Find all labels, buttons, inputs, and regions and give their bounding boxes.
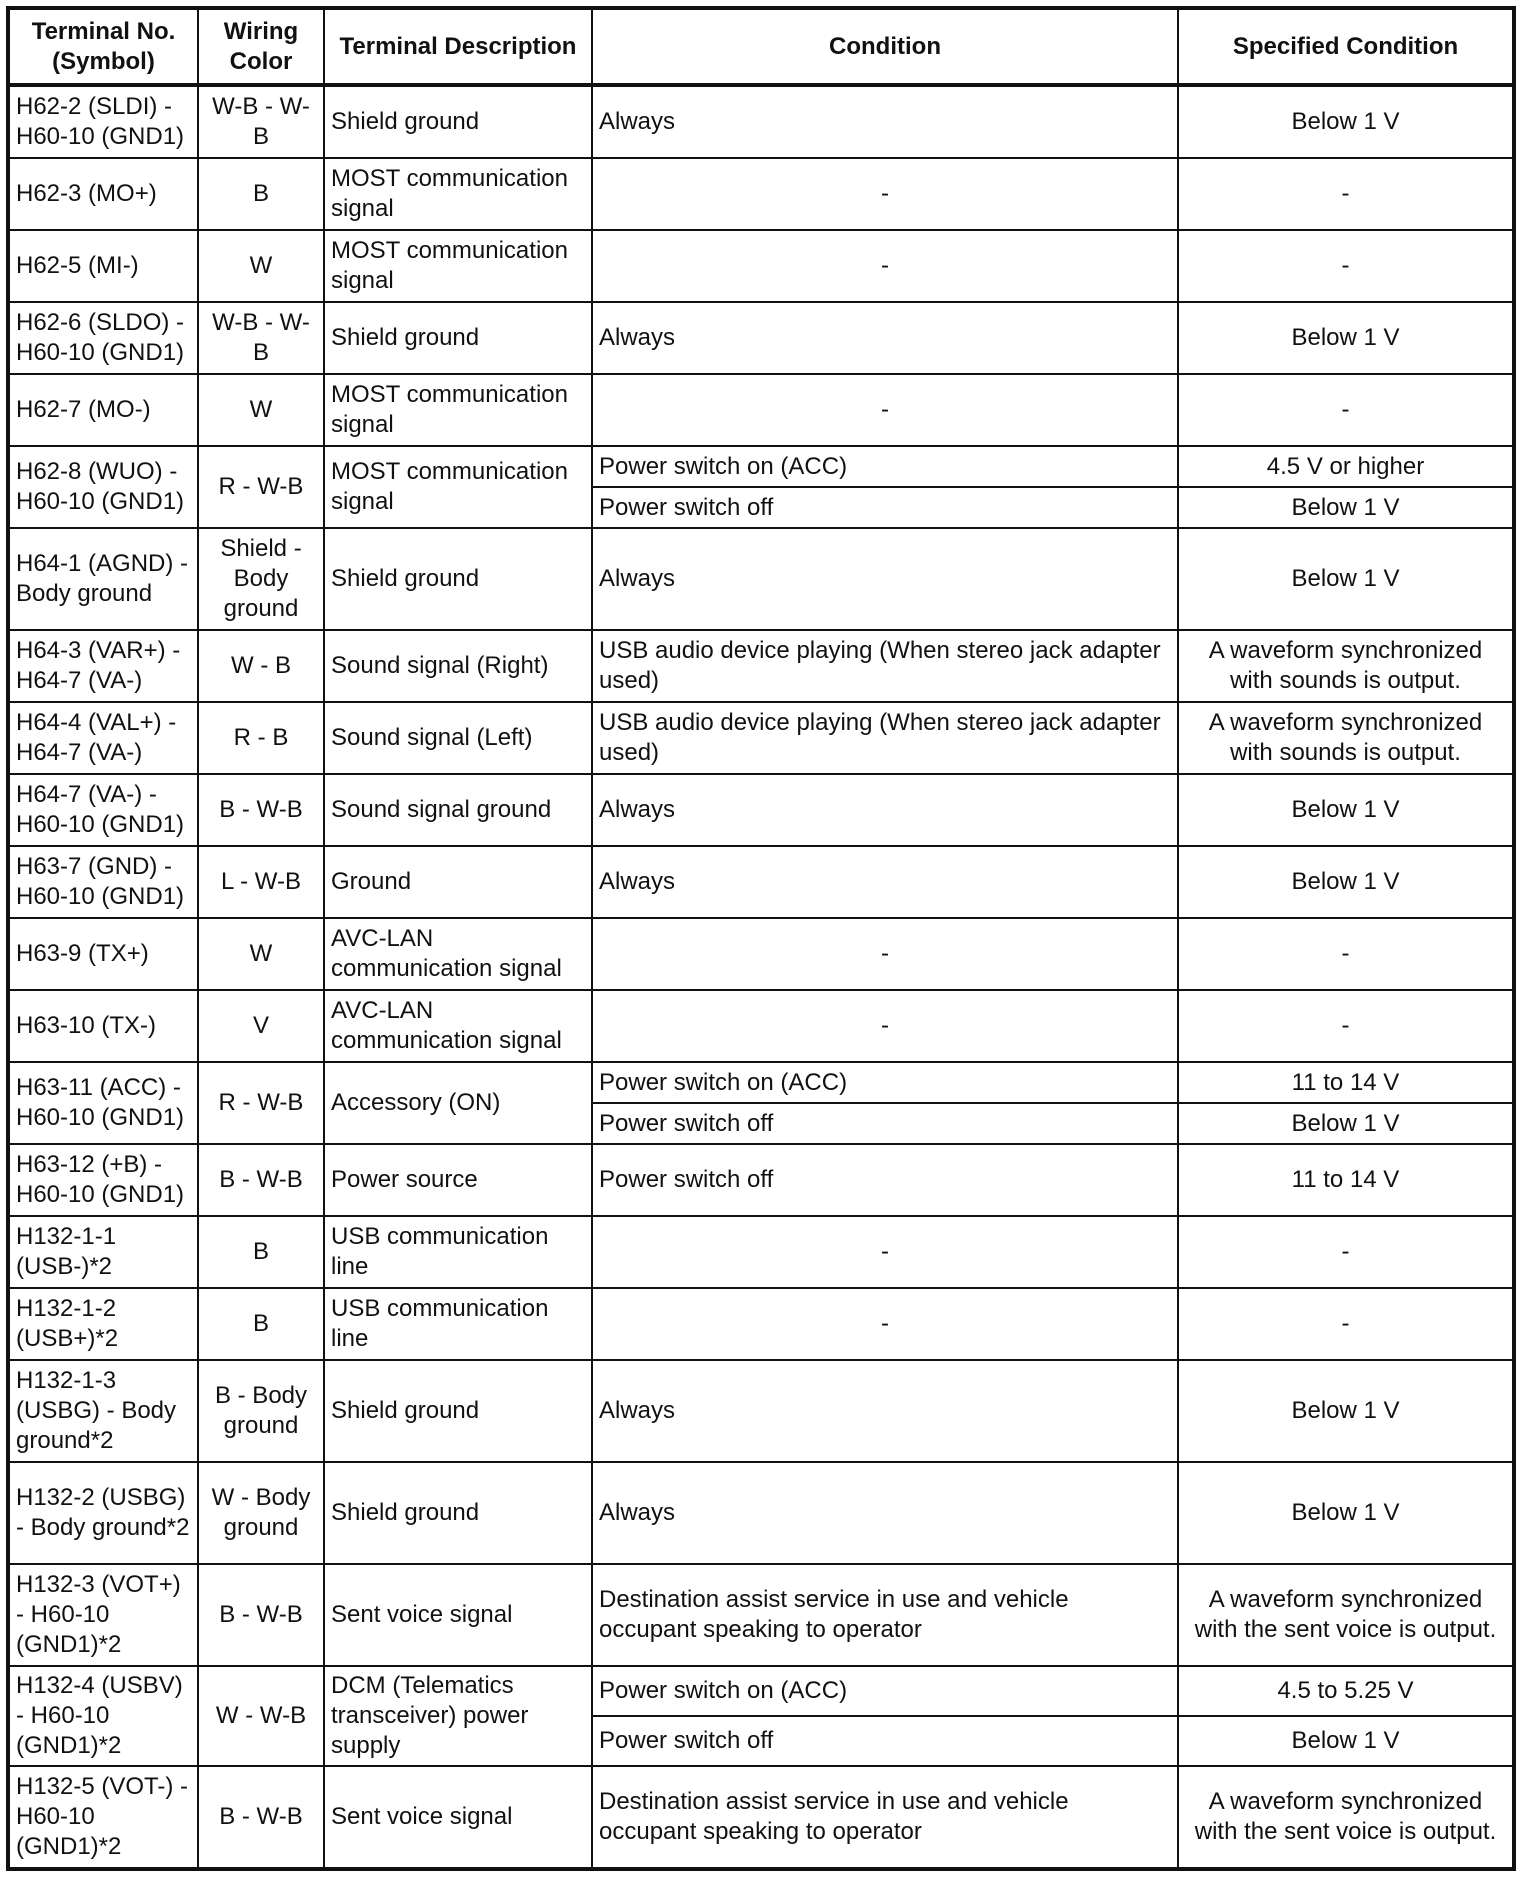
terminal-cell: H132-2 (USBG) - Body ground*2: [8, 1462, 198, 1564]
condition-cell: Power switch on (ACC): [592, 1666, 1178, 1716]
header-wiring-color: Wiring Color: [198, 8, 324, 85]
specified-condition-cell: 11 to 14 V: [1178, 1144, 1514, 1216]
specified-condition-cell: -: [1178, 158, 1514, 230]
description-cell: Ground: [324, 846, 592, 918]
description-cell: Shield ground: [324, 528, 592, 630]
wiring-color-cell: R - W-B: [198, 1062, 324, 1144]
specified-condition-cell: -: [1178, 990, 1514, 1062]
table-row: [8, 990, 1514, 1062]
specified-condition-cell: -: [1178, 374, 1514, 446]
wiring-color-cell: B: [198, 158, 324, 230]
wiring-color-cell: B - W-B: [198, 774, 324, 846]
wiring-color-cell: R - B: [198, 702, 324, 774]
specified-condition-cell: Below 1 V: [1178, 85, 1514, 158]
condition-cell: USB audio device playing (When stereo jack adapter used): [592, 702, 1178, 774]
specified-condition-cell: A waveform synchronized with sounds is output.: [1178, 702, 1514, 774]
specified-condition-cell: -: [1178, 1288, 1514, 1360]
condition-cell: -: [592, 1288, 1178, 1360]
description-cell: Shield ground: [324, 1360, 592, 1462]
description-cell: Shield ground: [324, 1462, 592, 1564]
wiring-color-cell: B - W-B: [198, 1766, 324, 1869]
wiring-color-cell: W-B - W-B: [198, 302, 324, 374]
description-cell: MOST communication signal: [324, 374, 592, 446]
terminal-cell: H64-4 (VAL+) - H64-7 (VA-): [8, 702, 198, 774]
condition-cell: -: [592, 158, 1178, 230]
condition-cell: Always: [592, 1462, 1178, 1564]
terminal-cell: H62-3 (MO+): [8, 158, 198, 230]
wiring-color-cell: W: [198, 374, 324, 446]
condition-cell: Always: [592, 774, 1178, 846]
condition-cell: -: [592, 918, 1178, 990]
table-row: [8, 1666, 1514, 1716]
condition-cell: Always: [592, 528, 1178, 630]
terminal-cell: H132-3 (VOT+) - H60-10 (GND1)*2: [8, 1564, 198, 1666]
terminal-cell: H64-1 (AGND) - Body ground: [8, 528, 198, 630]
specified-condition-cell: A waveform synchronized with sounds is output.: [1178, 630, 1514, 702]
condition-cell: Power switch off: [592, 1144, 1178, 1216]
terminal-cell: H132-1-1 (USB-)*2: [8, 1216, 198, 1288]
terminal-cell: H63-11 (ACC) - H60-10 (GND1): [8, 1062, 198, 1144]
header-specified-condition: Specified Condition: [1178, 8, 1514, 85]
condition-cell: Power switch on (ACC): [592, 1062, 1178, 1103]
table-row: [8, 918, 1514, 990]
table-row: [8, 374, 1514, 446]
table-row: [8, 774, 1514, 846]
table-body: [8, 85, 1514, 1869]
description-cell: Shield ground: [324, 85, 592, 158]
table-row: [8, 1564, 1514, 1666]
condition-cell: -: [592, 1216, 1178, 1288]
condition-cell: Power switch off: [592, 487, 1178, 528]
condition-cell: Always: [592, 846, 1178, 918]
description-cell: Power source: [324, 1144, 592, 1216]
condition-cell: Destination assist service in use and vehicle occupant speaking to operator: [592, 1766, 1178, 1869]
table-row: [8, 85, 1514, 158]
description-cell: MOST communication signal: [324, 230, 592, 302]
terminal-cell: H63-10 (TX-): [8, 990, 198, 1062]
wiring-color-cell: W - Body ground: [198, 1462, 324, 1564]
description-cell: Sound signal ground: [324, 774, 592, 846]
table-row: [8, 230, 1514, 302]
table-row: [8, 1360, 1514, 1462]
table-row: [8, 702, 1514, 774]
description-cell: USB communication line: [324, 1216, 592, 1288]
condition-cell: Power switch off: [592, 1103, 1178, 1144]
terminal-cell: H132-5 (VOT-) - H60-10 (GND1)*2: [8, 1766, 198, 1869]
condition-cell: USB audio device playing (When stereo jack adapter used): [592, 630, 1178, 702]
table-row: [8, 1216, 1514, 1288]
terminal-cell: H62-5 (MI-): [8, 230, 198, 302]
wiring-color-cell: W - W-B: [198, 1666, 324, 1766]
terminal-cell: H64-3 (VAR+) - H64-7 (VA-): [8, 630, 198, 702]
condition-cell: -: [592, 230, 1178, 302]
specified-condition-cell: Below 1 V: [1178, 1360, 1514, 1462]
wiring-color-cell: Shield - Body ground: [198, 528, 324, 630]
wiring-color-cell: B - Body ground: [198, 1360, 324, 1462]
condition-cell: -: [592, 990, 1178, 1062]
terminal-cell: H63-9 (TX+): [8, 918, 198, 990]
specified-condition-cell: -: [1178, 1216, 1514, 1288]
condition-cell: -: [592, 374, 1178, 446]
specified-condition-cell: Below 1 V: [1178, 302, 1514, 374]
wiring-color-cell: B - W-B: [198, 1564, 324, 1666]
header-condition: Condition: [592, 8, 1178, 85]
table-row: [8, 1062, 1514, 1103]
description-cell: Sent voice signal: [324, 1564, 592, 1666]
description-cell: MOST communication signal: [324, 446, 592, 528]
table-row: [8, 302, 1514, 374]
terminal-cell: H63-7 (GND) - H60-10 (GND1): [8, 846, 198, 918]
terminal-cell: H64-7 (VA-) - H60-10 (GND1): [8, 774, 198, 846]
specified-condition-cell: Below 1 V: [1178, 1103, 1514, 1144]
condition-cell: Always: [592, 1360, 1178, 1462]
description-cell: USB communication line: [324, 1288, 592, 1360]
wiring-color-cell: W - B: [198, 630, 324, 702]
table-row: [8, 446, 1514, 487]
wiring-color-cell: R - W-B: [198, 446, 324, 528]
terminal-cell: H63-12 (+B) - H60-10 (GND1): [8, 1144, 198, 1216]
description-cell: Shield ground: [324, 302, 592, 374]
header-terminal-description: Terminal Description: [324, 8, 592, 85]
description-cell: Sound signal (Left): [324, 702, 592, 774]
condition-cell: Destination assist service in use and vehicle occupant speaking to operator: [592, 1564, 1178, 1666]
condition-cell: Always: [592, 302, 1178, 374]
specified-condition-cell: A waveform synchronized with the sent voice is output.: [1178, 1564, 1514, 1666]
wiring-color-cell: L - W-B: [198, 846, 324, 918]
condition-cell: Power switch off: [592, 1716, 1178, 1766]
terminal-cell: H132-1-3 (USBG) - Body ground*2: [8, 1360, 198, 1462]
wiring-color-cell: V: [198, 990, 324, 1062]
specified-condition-cell: Below 1 V: [1178, 846, 1514, 918]
description-cell: Sent voice signal: [324, 1766, 592, 1869]
specified-condition-cell: -: [1178, 918, 1514, 990]
specified-condition-cell: Below 1 V: [1178, 528, 1514, 630]
description-cell: AVC-LAN communication signal: [324, 990, 592, 1062]
condition-cell: Power switch on (ACC): [592, 446, 1178, 487]
table-row: [8, 1288, 1514, 1360]
specified-condition-cell: Below 1 V: [1178, 1462, 1514, 1564]
terminal-cell: H132-4 (USBV) - H60-10 (GND1)*2: [8, 1666, 198, 1766]
wiring-color-cell: B: [198, 1288, 324, 1360]
terminal-cell: H62-2 (SLDI) - H60-10 (GND1): [8, 85, 198, 158]
terminal-cell: H62-8 (WUO) - H60-10 (GND1): [8, 446, 198, 528]
specified-condition-cell: 4.5 V or higher: [1178, 446, 1514, 487]
header-row: [8, 8, 1514, 85]
description-cell: Sound signal (Right): [324, 630, 592, 702]
table-row: [8, 1144, 1514, 1216]
description-cell: AVC-LAN communication signal: [324, 918, 592, 990]
wiring-color-cell: W-B - W-B: [198, 85, 324, 158]
table-row: [8, 630, 1514, 702]
specified-condition-cell: Below 1 V: [1178, 487, 1514, 528]
wiring-color-cell: W: [198, 918, 324, 990]
wiring-color-cell: B: [198, 1216, 324, 1288]
table-row: [8, 528, 1514, 630]
table-row: [8, 1766, 1514, 1869]
terminal-spec-table: [6, 6, 1516, 1871]
description-cell: DCM (Telematics transceiver) power supply: [324, 1666, 592, 1766]
specified-condition-cell: 11 to 14 V: [1178, 1062, 1514, 1103]
description-cell: Accessory (ON): [324, 1062, 592, 1144]
specified-condition-cell: Below 1 V: [1178, 1716, 1514, 1766]
table-row: [8, 1462, 1514, 1564]
specified-condition-cell: Below 1 V: [1178, 774, 1514, 846]
specified-condition-cell: A waveform synchronized with the sent voice is output.: [1178, 1766, 1514, 1869]
condition-cell: Always: [592, 85, 1178, 158]
terminal-cell: H132-1-2 (USB+)*2: [8, 1288, 198, 1360]
table-row: [8, 158, 1514, 230]
wiring-color-cell: B - W-B: [198, 1144, 324, 1216]
terminal-cell: H62-7 (MO-): [8, 374, 198, 446]
terminal-cell: H62-6 (SLDO) - H60-10 (GND1): [8, 302, 198, 374]
wiring-color-cell: W: [198, 230, 324, 302]
specified-condition-cell: -: [1178, 230, 1514, 302]
specified-condition-cell: 4.5 to 5.25 V: [1178, 1666, 1514, 1716]
header-terminal: Terminal No. (Symbol): [8, 8, 198, 85]
table-row: [8, 846, 1514, 918]
description-cell: MOST communication signal: [324, 158, 592, 230]
